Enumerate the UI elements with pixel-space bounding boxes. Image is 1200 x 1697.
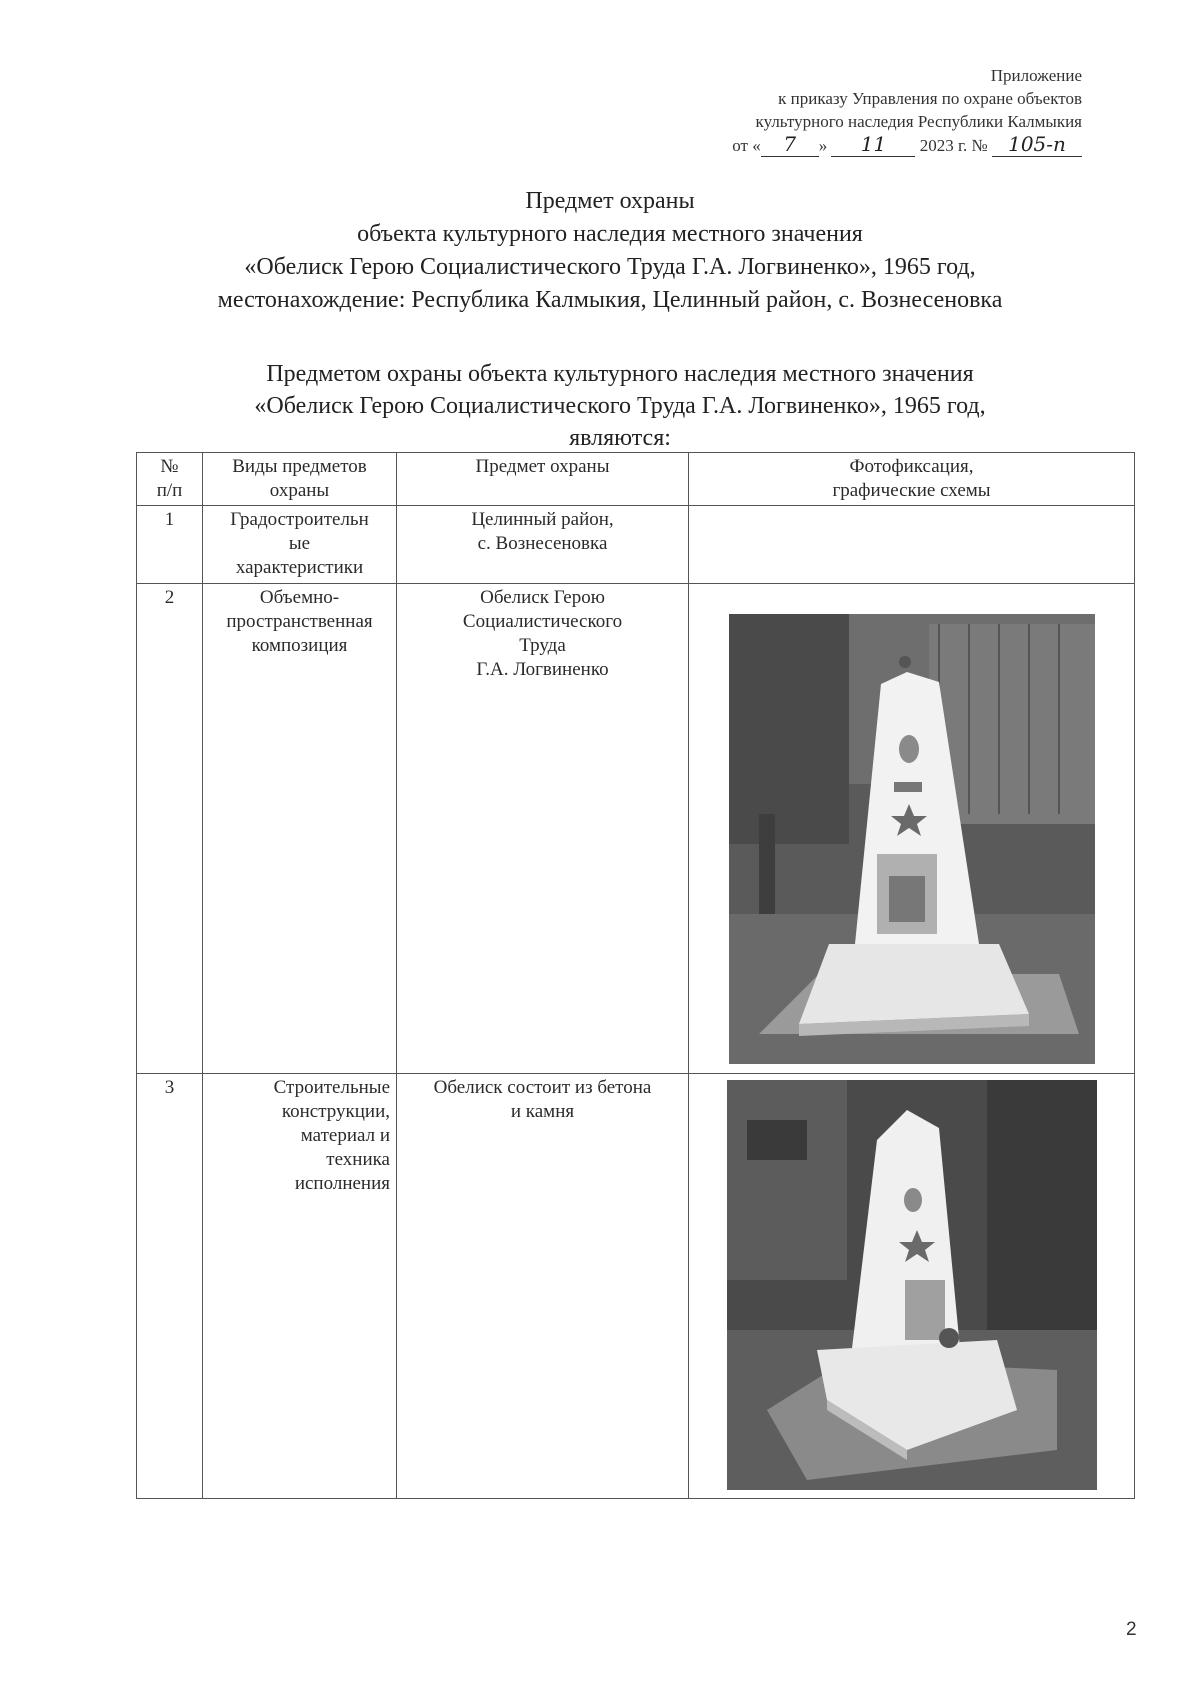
appendix-order-ref: к приказу Управления по охране объектов bbox=[778, 89, 1082, 108]
row-3-item: Обелиск состоит из бетона и камня bbox=[397, 1074, 689, 1499]
table-row bbox=[137, 584, 1135, 1074]
row-1-photo bbox=[689, 506, 1135, 584]
header-type: Виды предметов охраны bbox=[203, 453, 397, 506]
handwritten-month: 11 bbox=[831, 133, 915, 157]
appendix-header bbox=[732, 64, 1082, 157]
intro-line-1: Предметом охраны объекта культурного наследия местного значения bbox=[266, 361, 974, 387]
handwritten-order-number: 105-п bbox=[992, 133, 1082, 157]
intro-line-3: являются: bbox=[569, 425, 671, 451]
row-1-type: Градостроительн ые характеристики bbox=[203, 506, 397, 584]
appendix-date-line bbox=[732, 133, 1082, 157]
protection-subject-table bbox=[136, 452, 1135, 1499]
header-item: Предмет охраны bbox=[397, 453, 689, 506]
header-num: № п/п bbox=[137, 453, 203, 506]
table-header-row bbox=[137, 453, 1135, 506]
row-2-item: Обелиск Герою Социалистического Труда Г.А. Логвиненко bbox=[397, 584, 689, 1074]
title-line-4: местонахождение: Республика Калмыкия, Целинный район, с. Вознесеновка bbox=[217, 287, 1003, 313]
date-prefix: от « bbox=[732, 136, 761, 155]
intro-paragraph bbox=[150, 358, 1090, 454]
row-3-num: 3 bbox=[137, 1074, 203, 1499]
handwritten-day: 7 bbox=[761, 133, 819, 157]
appendix-authority: культурного наследия Республики Калмыкия bbox=[755, 112, 1082, 131]
obelisk-photo-front bbox=[729, 614, 1095, 1064]
row-2-type: Объемно- пространственная композиция bbox=[203, 584, 397, 1074]
intro-line-2: «Обелиск Герою Социалистического Труда Г.А. Логвиненко», 1965 год, bbox=[254, 393, 986, 419]
year-text: 2023 г. № bbox=[919, 136, 988, 155]
row-2-photo bbox=[689, 584, 1135, 1074]
table-row bbox=[137, 1074, 1135, 1499]
title-line-2: объекта культурного наследия местного значения bbox=[357, 221, 863, 247]
document-title bbox=[110, 185, 1110, 317]
header-photo: Фотофиксация, графические схемы bbox=[689, 453, 1135, 506]
row-1-num: 1 bbox=[137, 506, 203, 584]
row-3-photo bbox=[689, 1074, 1135, 1499]
appendix-title: Приложение bbox=[990, 66, 1082, 85]
row-1-item: Целинный район, с. Вознесеновка bbox=[397, 506, 689, 584]
table-row bbox=[137, 506, 1135, 584]
title-line-1: Предмет охраны bbox=[525, 188, 695, 214]
row-3-type: Строительные конструкции, материал и техника исполнения bbox=[203, 1074, 397, 1499]
obelisk-photo-side bbox=[727, 1080, 1097, 1490]
quote-close: » bbox=[818, 136, 828, 155]
row-2-num: 2 bbox=[137, 584, 203, 1074]
title-line-3: «Обелиск Герою Социалистического Труда Г.А. Логвиненко», 1965 год, bbox=[244, 254, 976, 280]
page-number: 2 bbox=[1126, 1619, 1137, 1640]
